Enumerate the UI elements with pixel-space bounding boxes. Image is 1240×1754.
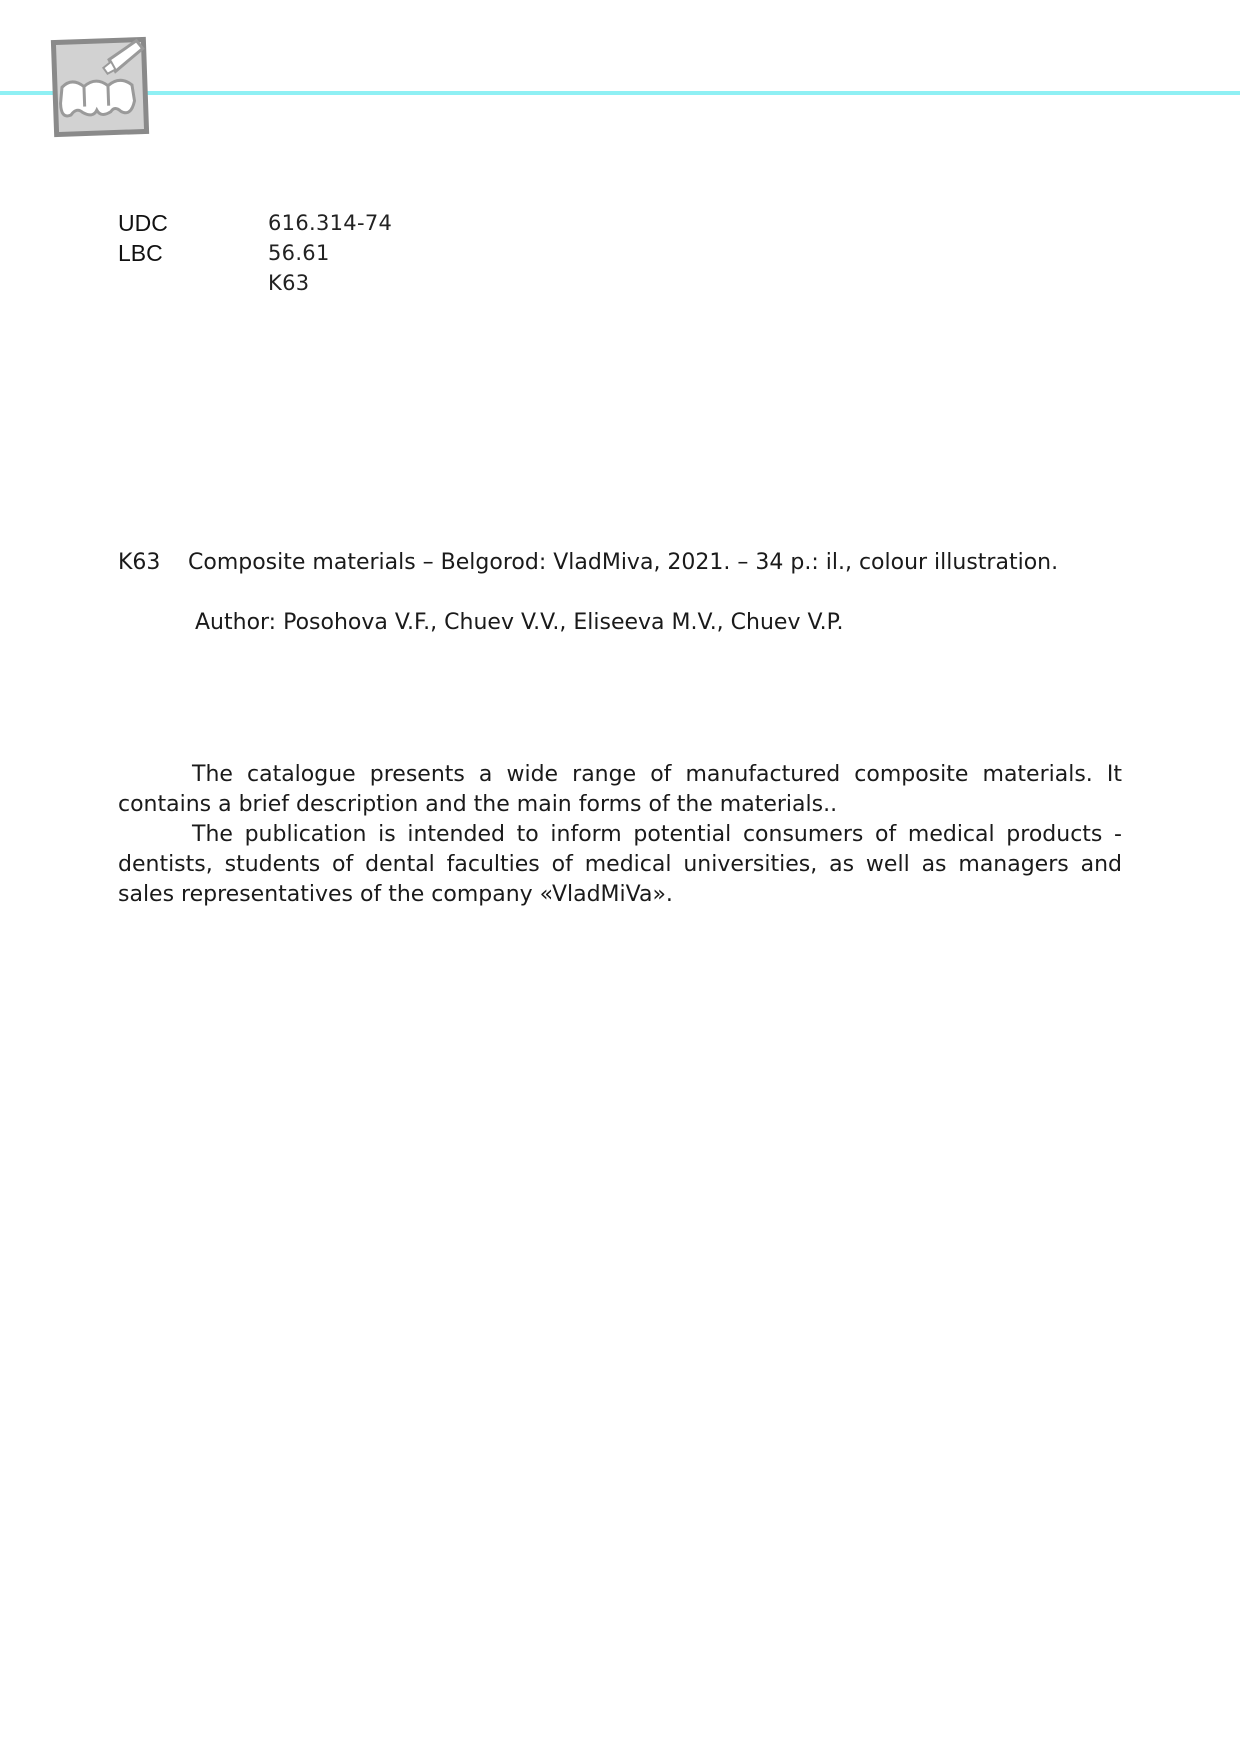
code-value: 56.61 [268,241,330,265]
abstract-paragraph: The publication is intended to inform potential consumers of medical products - dentists, students of dental faculties of medical universities, as well as managers and sales representatives of the company «VladMiVa». [118,822,1122,907]
code-key [118,268,268,298]
bibliographic-entry [118,548,1128,578]
abstract [118,760,1122,910]
bibliographic-description: Composite materials – Belgorod: VladMiva, 2021. – 34 p.: il., colour illustration. [188,550,1059,575]
author-line: Author: Posohova V.F., Chuev V.V., Eliseeva M.V., Chuev V.P. [195,610,844,635]
code-value: K63 [268,271,310,295]
code-key: UDC [118,210,168,236]
code-row-udc [118,208,392,238]
code-row-author-mark [118,268,392,298]
code-value: 616.314-74 [268,211,393,235]
teeth-tool-icon [50,36,149,137]
classification-codes [118,208,392,298]
code-key: LBC [118,240,163,266]
abstract-paragraph: The catalogue presents a wide range of manufactured composite materials. It contains a brief description and the main forms of the materials.. [118,762,1122,817]
code-row-lbc [118,238,392,268]
author-mark: K63 [118,550,161,575]
header-rule [0,91,1240,95]
